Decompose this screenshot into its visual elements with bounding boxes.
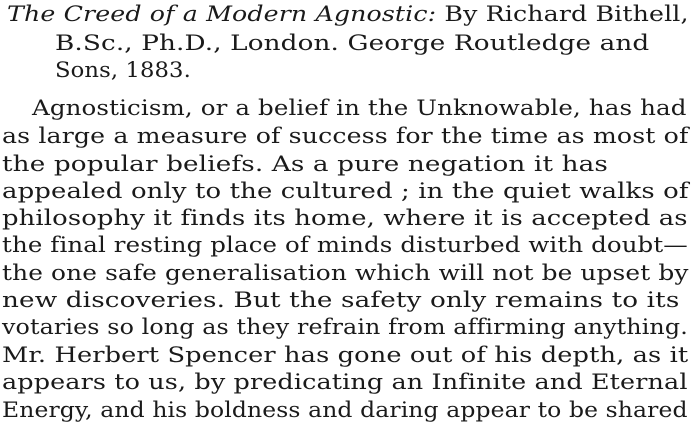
- body-line-11: appears to us, by predicating an Infinite and Eternal: [2, 370, 688, 394]
- body-line-2: as large a measure of success for the time as most of: [2, 124, 689, 148]
- body-line-5: philosophy it finds its home, where it is accepted as: [2, 206, 688, 230]
- book-title: The Creed of a Modern Agnostic:: [7, 2, 437, 26]
- heading-line-2: B.Sc., Ph.D., London. George Routledge and: [55, 31, 650, 55]
- heading-line-1: [7, 2, 689, 26]
- body-line-10: Mr. Herbert Spencer has gone out of his depth, as it: [2, 343, 689, 367]
- body-line-7: the one safe generalisation which will not be upset by: [2, 261, 689, 285]
- book-author: By Richard Bithell,: [436, 2, 689, 26]
- body-line-1: Agnosticism, or a belief in the Unknowable, has had: [32, 96, 687, 120]
- body-line-12: Energy, and his boldness and daring appear to be shared: [2, 398, 688, 422]
- heading-line-3: Sons, 1883.: [55, 58, 191, 82]
- body-line-3: the popular beliefs. As a pure negation it has: [2, 152, 608, 176]
- body-line-6: the final resting place of minds disturbed with doubt—: [2, 233, 688, 257]
- body-line-4: appealed only to the cultured ; in the quiet walks of: [2, 179, 689, 203]
- body-line-8: new discoveries. But the safety only remains to its: [2, 288, 680, 312]
- body-line-9: votaries so long as they refrain from affirming anything.: [2, 315, 688, 339]
